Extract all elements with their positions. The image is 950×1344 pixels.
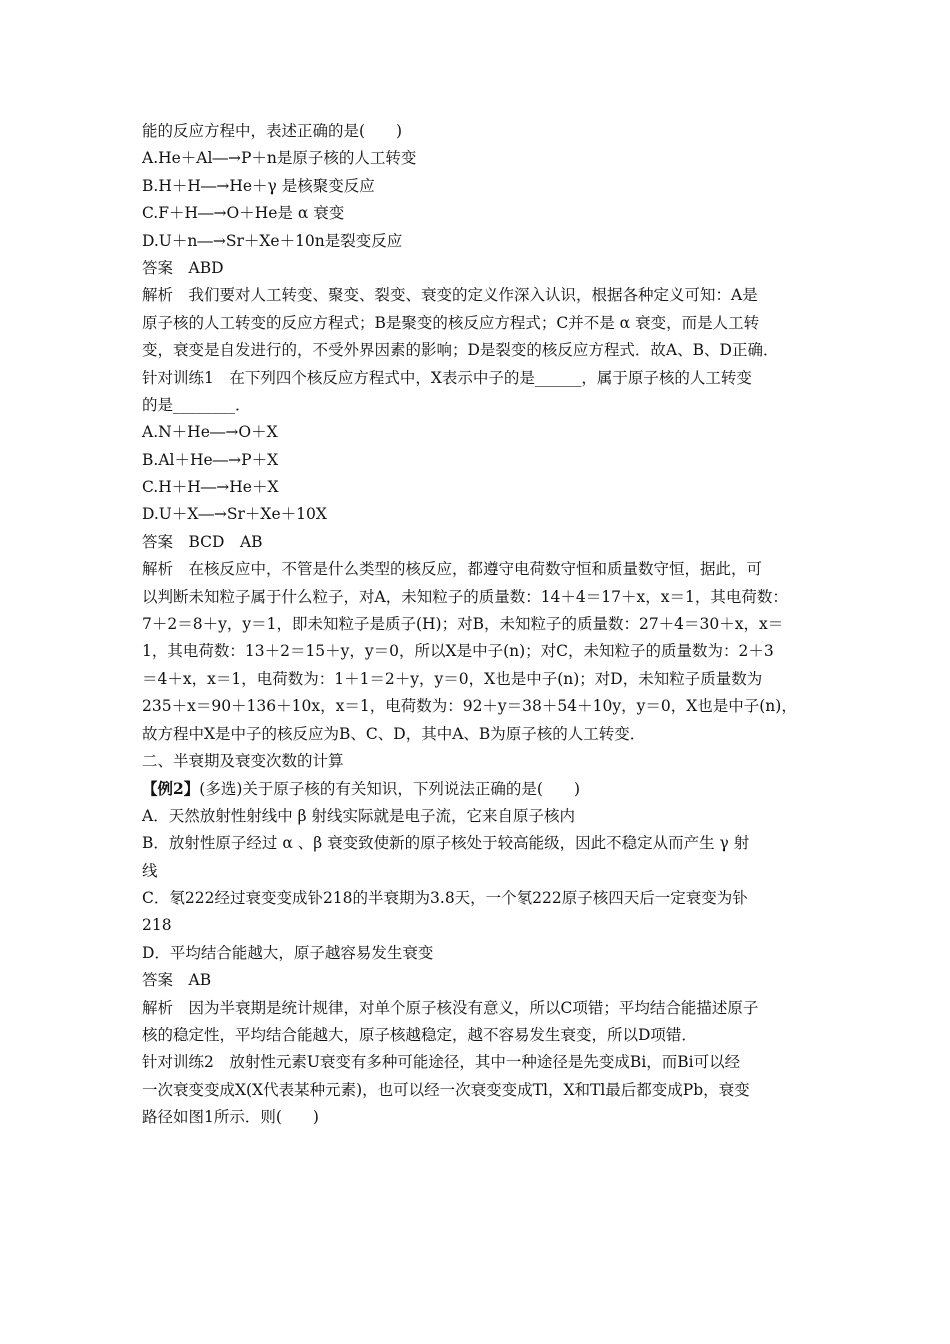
option-c-continued: 218: [142, 916, 172, 935]
option-d: D.U＋n―→Sr＋Xe＋10n是裂变反应: [142, 231, 403, 250]
option-b-continued: 线: [142, 861, 158, 880]
option-d: D.U＋X―→Sr＋Xe＋10X: [142, 505, 327, 524]
answer-line: 答案 ABD: [142, 258, 224, 277]
option-b: B.H＋H―→He＋γ 是核聚变反应: [142, 176, 375, 195]
explanation-line: 1，其电荷数：13＋2＝15＋y，y＝0，所以X是中子(n)；对C，未知粒子的质量数为：2＋3: [142, 642, 774, 661]
option-b: B.Al＋He―→P＋X: [142, 450, 279, 469]
exercise-1-question: 的是________．: [142, 395, 251, 414]
section-heading: 二、半衰期及衰变次数的计算: [142, 751, 344, 770]
example-2-text: (多选)关于原子核的有关知识，下列说法正确的是( ): [199, 780, 580, 799]
document-body: [142, 118, 832, 1131]
text-line: 能的反应方程中，表述正确的是( ): [142, 122, 403, 140]
option-a: A．天然放射性射线中 β 射线实际就是电子流，它来自原子核内: [142, 806, 576, 825]
explanation-line: 原子核的人工转变的反应方程式；B是聚变的核反应方程式；C并不是 α 衰变，而是人工转: [142, 313, 760, 332]
option-c: C．氡222经过衰变变成钋218的半衰期为3.8天，一个氡222原子核四天后一定衰变为钋: [142, 888, 748, 907]
option-b: B．放射性原子经过 α 、β 衰变致使新的原子核处于较高能级，因此不稳定从而产生 γ 射: [142, 834, 750, 853]
example-2-question: [142, 775, 832, 802]
exercise-1-question: 针对训练1 在下列四个核反应方程式中，X表示中子的是______，属于原子核的人工转变: [142, 368, 752, 387]
explanation-line: 235＋x＝90＋136＋10x，x＝1，电荷数为：92＋y＝38＋54＋10y，y＝0，X也是中子(n)，: [142, 697, 797, 716]
option-a: A.He＋Al―→P＋n是原子核的人工转变: [142, 149, 417, 168]
explanation-line: 解析 在核反应中，不管是什么类型的核反应，都遵守电荷数守恒和质量数守恒，据此，可: [142, 560, 763, 579]
explanation-line: 核的稳定性，平均结合能越大，原子核越稳定，越不容易发生衰变，所以D项错．: [142, 1025, 697, 1044]
example-2-tag: 【例2】: [142, 779, 200, 799]
explanation-line: 以判断未知粒子属于什么粒子，对A，未知粒子的质量数：14＋4＝17＋x，x＝1，其电荷数：: [142, 587, 788, 606]
explanation-line: 解析 因为半衰期是统计规律，对单个原子核没有意义，所以C项错；平均结合能描述原子: [142, 998, 759, 1017]
exercise-2-question: 路径如图1所示．则( ): [142, 1108, 319, 1127]
explanation-line: 7＋2＝8＋y，y＝1，即未知粒子是质子(H)；对B，未知粒子的质量数：27＋4＝30＋x，x＝: [142, 615, 784, 634]
explanation-line: 变，衰变是自发进行的，不受外界因素的影响；D是裂变的核反应方程式．故A、B、D正确．: [142, 341, 779, 360]
exercise-2-question: 针对训练2 放射性元素U衰变有多种可能途径，其中一种途径是先变成Bi，而Bi可以经: [142, 1053, 741, 1072]
option-d: D．平均结合能越大，原子越容易发生衰变: [142, 943, 434, 962]
explanation-line: 故方程中X是中子的核反应为B、C、D，其中A、B为原子核的人工转变．: [142, 724, 646, 743]
explanation-line: 解析 我们要对人工转变、聚变、裂变、衰变的定义作深入认识，根据各种定义可知：A是: [142, 286, 758, 305]
option-a: A.N＋He―→O＋X: [142, 423, 278, 442]
exercise-2-question: 一次衰变变成X(X代表某种元素)，也可以经一次衰变变成Tl，X和Tl最后都变成Pb，衰变: [142, 1080, 750, 1099]
explanation-line: ＝4＋x，x＝1，电荷数为：1＋1＝2＋y，y＝0，X也是中子(n)；对D，未知粒子质量数为: [142, 669, 763, 688]
option-c: C.F＋H―→O＋He是 α 衰变: [142, 204, 345, 223]
option-c: C.H＋H―→He＋X: [142, 478, 279, 497]
answer-line: 答案 AB: [142, 971, 212, 990]
answer-line: 答案 BCD AB: [142, 532, 263, 551]
